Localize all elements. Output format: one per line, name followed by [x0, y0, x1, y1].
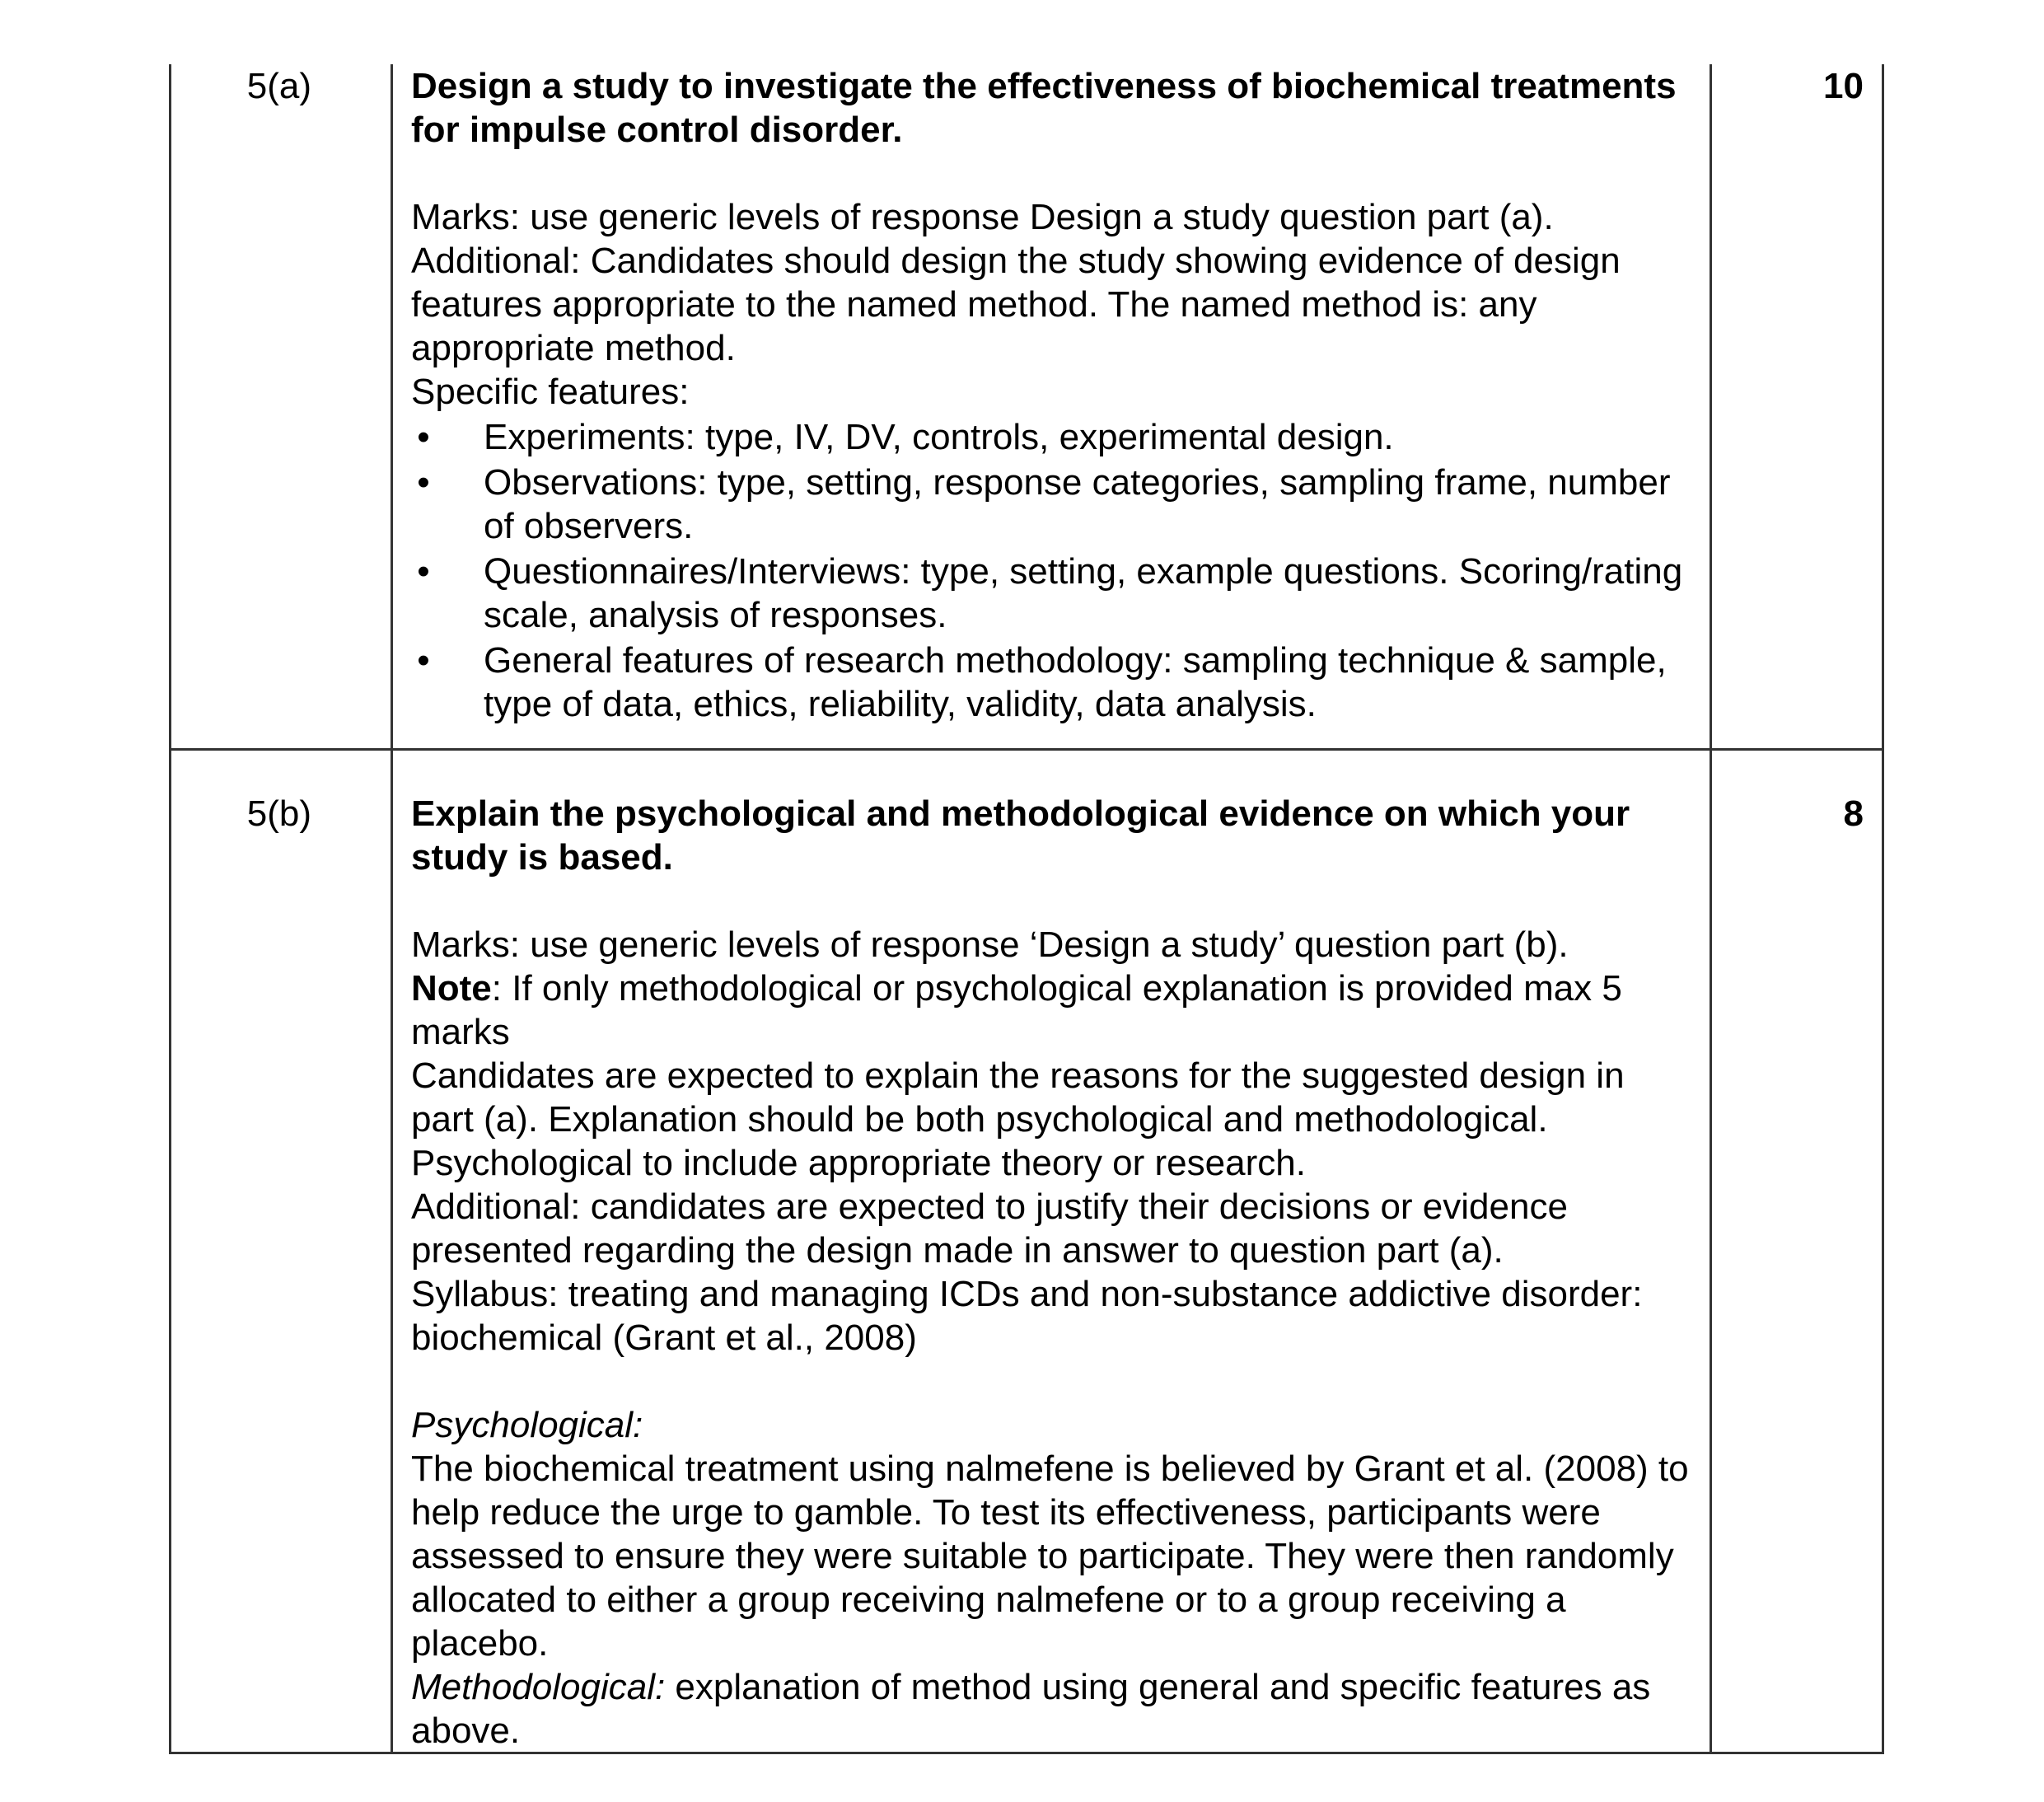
- marks-value: 10: [1823, 66, 1864, 106]
- question-row-5b: [169, 748, 1884, 1754]
- marks-cell: [1712, 64, 1884, 748]
- list-item: [411, 639, 1691, 726]
- note-text: : If only methodological or psychological explanation is provided max 5 marks: [411, 968, 1622, 1052]
- features-list: [411, 415, 1691, 726]
- explanation-paragraph: Candidates are expected to explain the reasons for the suggested design in part (a). Explanation should be both psychological and methodological. Psychological to include appropriate theory or research.: [411, 1055, 1625, 1183]
- marks-cell: [1712, 751, 1884, 1752]
- methodological-heading: Methodological:: [411, 1667, 666, 1707]
- list-item: [411, 415, 1691, 459]
- note-paragraph: [411, 967, 1691, 1054]
- bullet-icon: •: [417, 417, 430, 457]
- spacer: [411, 1360, 1691, 1403]
- answer-cell: [393, 751, 1712, 1752]
- list-item: [411, 461, 1691, 548]
- bullet-icon: •: [417, 551, 430, 592]
- answer-cell: [393, 64, 1712, 748]
- spacer: [411, 152, 1691, 195]
- question-title: Explain the psychological and methodological evidence on which your study is based.: [411, 793, 1630, 878]
- bullet-icon: •: [417, 462, 430, 503]
- question-title: Design a study to investigate the effectiveness of biochemical treatments for impulse control disorder.: [411, 66, 1677, 150]
- list-item-text: Observations: type, setting, response categories, sampling frame, number of observers.: [484, 462, 1671, 546]
- question-number-label: 5(a): [246, 66, 311, 106]
- question-row-5a: [169, 64, 1884, 748]
- methodological-text: explanation of method using general and specific features as above.: [411, 1667, 1651, 1751]
- specific-features-heading: Specific features:: [411, 372, 690, 412]
- list-item-text: Questionnaires/Interviews: type, setting, example questions. Scoring/rating scale, analysis of responses.: [484, 551, 1683, 635]
- question-number-label: 5(b): [246, 793, 311, 834]
- question-number: [169, 64, 393, 748]
- syllabus-reference: Syllabus: treating and managing ICDs and non-substance addictive disorder: biochemical (Grant et al., 2008): [411, 1274, 1643, 1358]
- marks-guidance: Marks: use generic levels of response Design a study question part (a).: [411, 197, 1554, 237]
- list-item: [411, 550, 1691, 637]
- list-item-text: Experiments: type, IV, DV, controls, experimental design.: [484, 417, 1394, 457]
- methodological-paragraph: [411, 1665, 1691, 1753]
- mark-scheme-table: [169, 64, 1884, 1754]
- list-item-text: General features of research methodology: sampling technique & sample, type of data, ethics, reliability, validity, data analysis.: [484, 640, 1667, 724]
- bullet-icon: •: [417, 640, 430, 681]
- spacer: [411, 879, 1691, 923]
- note-label: Note: [411, 968, 492, 1009]
- marks-guidance: Marks: use generic levels of response ‘Design a study’ question part (b).: [411, 924, 1569, 965]
- additional-guidance: Additional: Candidates should design the study showing evidence of design features appropriate to the named method. The named method is: any appropriate method.: [411, 241, 1621, 368]
- additional-guidance: Additional: candidates are expected to justify their decisions or evidence presented regarding the design made in answer to question part (a).: [411, 1187, 1568, 1271]
- psychological-heading: Psychological:: [411, 1405, 643, 1445]
- question-number: [169, 751, 393, 1752]
- marks-value: 8: [1843, 793, 1864, 834]
- psychological-text: The biochemical treatment using nalmefene is believed by Grant et al. (2008) to help reduce the urge to gamble. To test its effectiveness, participants were assessed to ensure they were suitable to participate. They were then randomly allocated to either a group receiving nalmefene or to a group receiving a placebo.: [411, 1449, 1689, 1664]
